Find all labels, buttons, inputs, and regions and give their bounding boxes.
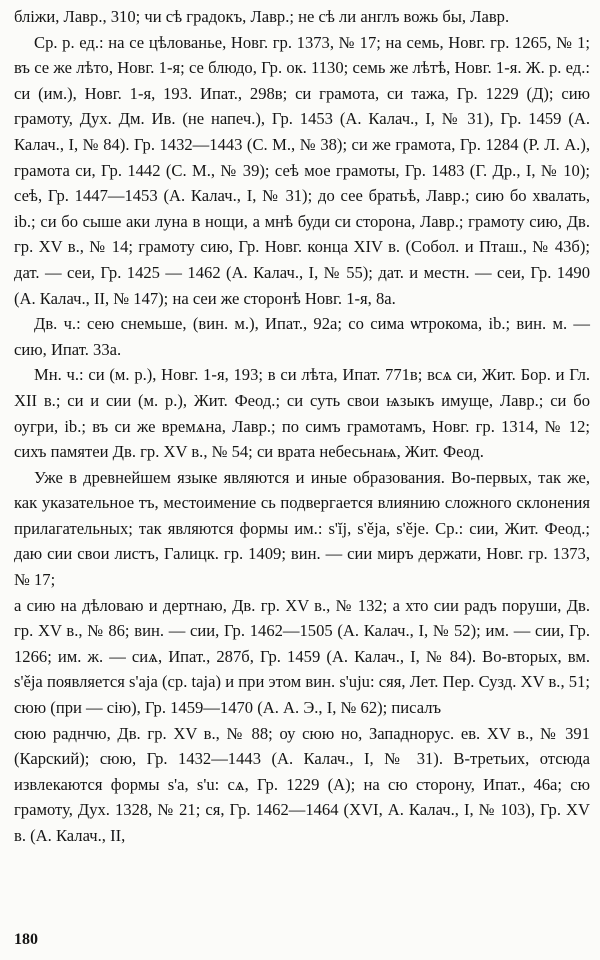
- page-number: 180: [14, 931, 38, 948]
- paragraph-formations-cont-1: а сию на дѣловаю и дертнаю, Дв. гр. XV в., № 132; а хто сии радъ поруши, Дв. гр. XV в., № 86; вин. — сии, Гр. 1462—1505 (А. Калач., I, № 52); им. — сии, Гр. 1266; им. ж. — сиѧ, Ипат., 287б, Гр. 1459 (А. Калач., I, № 84). Во-вторых, вм. s'ěja появляется s'aja (ср. taja) и при этом вин. s'uju: сяя, Лет. Пер. Сузд. XV в., 51; сюю (при — сію), Гр. 1459—1470 (А. А. Э., I, № 62); писалъ: [14, 595, 590, 718]
- paragraph-plural: Мн. ч.: си (м. р.), Новг. 1-я, 193; в си лѣта, Ипат. 771в; всѧ си, Жит. Бор. и Гл. XII в.; си и сии (м. р.), Жит. Феод.; си суть свои ѩзыкъ имуще, Лавр.; си бо оугри, ib.; въ си же времѧна, Лавр.; по симъ грамотамъ, Новг. гр. 1314, № 12; сихъ памятеи Дв. гр. XV в., № 54; си врата небесьнаѩ, Жит. Феод.: [14, 365, 590, 462]
- paragraph-formations-cont-2: сюю раднчю, Дв. гр. XV в., № 88; оу сюю но, Западнорус. ев. XV в., № 391 (Карский); сюю, Гр. 1432—1443 (А. Калач., I, № 31). В-третьих, отсюда извлекаются формы s'a, s'u: сѧ, Гр. 1229 (А); на сю сторону, Ипат., 46а; сю грамоту, Дух. 1328, № 21; ся, Гр. 1462—1464 (XVI, А. Калач., I, № 103), Гр. XV в. (А. Калач., II,: [14, 723, 590, 845]
- paragraph-neuter-singular: Ср. р. ед.: на се цѣлованье, Новг. гр. 1373, № 17; на семь, Новг. гр. 1265, № 1; въ се же лѣто, Новг. 1-я; се блюдо, Гр. ок. 1130; семь же лѣтѣ, Новг. 1-я. Ж. р. ед.: си (им.), Новг. 1-я, 193. Ипат., 298в; си грамота, си тажа, Гр. 1229 (Д); сию грамоту, Дух. Дм. Ив. (не напеч.), Гр. 1453 (А. Калач., I, № 31), Гр. 1459 (А. Калач., I, № 84). Гр. 1432—1443 (С. М., № 38); си же грамота, Гр. 1284 (Р. Л. А.), грамота си, Гр. 1442 (С. М., № 39); сеѣ мое грамоты, Гр. 1483 (Г. Др., I, № 10); сеѣ, Гр. 1447—1453 (А. Калач., I, № 31); до сее братьѣ, Лавр.; сию бо хвалать, ib.; си бо сыше аки луна в нощи, а мнѣ буди си сторона, Лавр.; грамоту сию, Дв. гр. XV в., № 14; грамоту сию, Гр. Новг. конца XIV в. (Собол. и Пташ., № 43б); дат. — сеи, Гр. 1425 — 1462 (А. Калач., I, № 55); дат. и местн. — сеи, Гр. 1490 (А. Калач., II, № 147); на сеи же сторонѣ Новг. 1-я, 8а.: [14, 32, 590, 308]
- paragraph-continuation: бліжи, Лавр., 310; чи сѣ градокъ, Лавр.; не сѣ ли англъ вожь бы, Лавр.: [14, 7, 510, 26]
- paragraph-dual: Дв. ч.: сею снемьше, (вин. м.), Ипат., 92а; со сима ѡтрокома, ib.; вин. м. — сию, Ипат. 33а.: [14, 314, 590, 359]
- paragraph-formations: Уже в древнейшем языке являются и иные образования. Во-первых, так же, как указательное тъ, местоимение сь подвергается влиянию сложного склонения прилагательных; так являются формы им.: s'ĭj, s'ěja, s'ěje. Ср.: сии, Жит. Феод.; даю сии свои листъ, Галицк. гр. 1409; вин. — сии миръ держати, Новг. гр. 1373, № 17;: [14, 467, 590, 590]
- text-body: [14, 4, 590, 849]
